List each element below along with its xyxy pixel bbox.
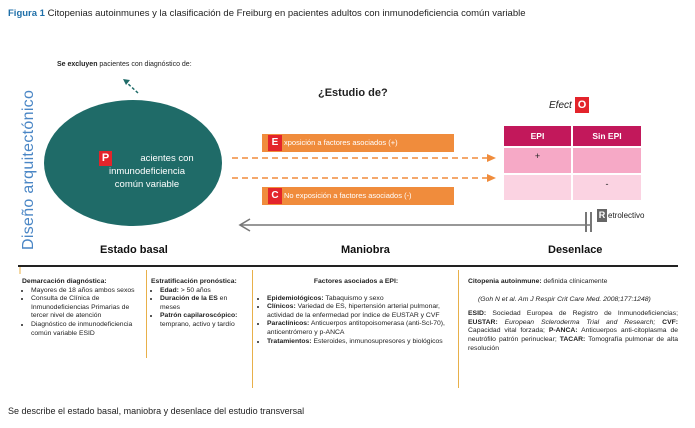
o-letter-box: O [575, 97, 589, 113]
population-line1: acientes con [140, 153, 194, 164]
efecto-label: Efect [549, 100, 572, 111]
panel3-item: • Clínicos: Variedad de ES, hipertensión arterial pulmonar, actividad de la enfermedad por índice de EUSTAR y CVF [267, 303, 454, 320]
panel3-item: • Tratamientos: Esteroides, inmunosupresores y biológicos [267, 338, 454, 347]
panel2-item: • Edad: > 50 años [160, 287, 249, 296]
panel2-item: • Patrón capilaroscópico: temprano, activo y tardío [160, 312, 249, 329]
p-letter-box: P [99, 151, 112, 166]
panel-factores [258, 278, 454, 346]
cell-control-sin-epi: - [573, 175, 641, 200]
control-letter: C [268, 188, 282, 204]
exclusion-bold: Se excluyen [57, 61, 98, 68]
population-line2: inmunodeficiencia [108, 166, 186, 177]
panel-divider-2 [252, 270, 253, 388]
population-text [72, 152, 222, 191]
panel-demarcacion [22, 278, 142, 338]
control-bar [262, 187, 454, 205]
label-maniobra: Maniobra [341, 244, 390, 256]
panel1-item: • Mayores de 18 años ambos sexos [31, 287, 142, 296]
control-text: No exposición a factores asociados (-) [284, 191, 412, 200]
panel3-item: • Paraclínicos: Anticuerpos antitopoisomerasa (anti-Scl-70), anticentrómero y p-ANCA [267, 320, 454, 337]
panel4-citation: (Goh N et al. Am J Respir Crit Care Med. 2008;177:1248) [478, 295, 651, 303]
exclusion-arrow [126, 82, 138, 93]
panel4-heading: Citopenia autoinmune: definida clínicamente [468, 278, 608, 285]
col-epi: EPI [504, 126, 571, 146]
panel1-item: • Consulta de Clínica de Inmunodeficiencias Primarias de tercer nivel de atención [31, 295, 142, 321]
panel-divider-3 [458, 270, 459, 388]
panel2-heading: Estratificación pronóstica: [151, 278, 237, 285]
panel-divider-1 [146, 270, 147, 358]
panel3-heading: Factores asociados a EPI: [313, 278, 399, 285]
r-letter-box: R [598, 210, 606, 220]
exposure-letter: E [268, 135, 282, 151]
panel4-abbreviations: ESID: Sociedad Europea de Registro de Inmunodeficiencias; EUSTAR: European Scleroderma Trial and Research; CVF: Capacidad vital forzada; P-ANCA: Anticuerpos anti-citoplasma de neutrófilo patrón perinuclear; TACAR: Tomografía pulmonar de alta resolución [468, 310, 679, 352]
panel1-item: • Diagnóstico de inmunodeficiencia común variable ESID [31, 321, 142, 338]
panel-citopenia [468, 278, 678, 353]
panel2-item: • Duración de la ES en meses [160, 295, 249, 312]
cell-control-epi [504, 175, 571, 200]
exposure-bar [262, 134, 454, 152]
exposure-text: xposición a factores asociados (+) [284, 138, 398, 147]
exclusion-text: pacientes con diagnóstico de: [97, 61, 192, 68]
cell-exposed-sin-epi [573, 148, 641, 173]
panel1-heading: Demarcación diagnóstica: [22, 278, 107, 285]
figure-title-text: Citopenias autoinmunes y la clasificación de Freiburg en pacientes adultos con inmunodeficiencia común variable [44, 8, 526, 19]
population-line3: común variable [114, 179, 180, 190]
cell-exposed-epi: + [504, 148, 571, 173]
col-sin-epi: Sin EPI [573, 126, 641, 146]
section-divider [18, 265, 678, 267]
label-desenlace: Desenlace [548, 244, 603, 256]
figure-footer: Se describe el estado basal, maniobra y desenlace del estudio transversal [8, 406, 305, 416]
panel3-item: • Epidemiológicos: Tabaquismo y sexo [267, 295, 454, 304]
label-estado-basal: Estado basal [100, 244, 168, 256]
vertical-label: Diseño arquitectónico [20, 89, 37, 250]
figure-number: Figura 1 [8, 8, 45, 19]
exposure-arrow-head [487, 154, 496, 162]
control-arrow-head [487, 174, 496, 182]
panel-estratificacion [151, 278, 249, 330]
retrolective-text: etrolectivo [608, 211, 645, 220]
study-question: ¿Estudio de? [318, 87, 388, 99]
